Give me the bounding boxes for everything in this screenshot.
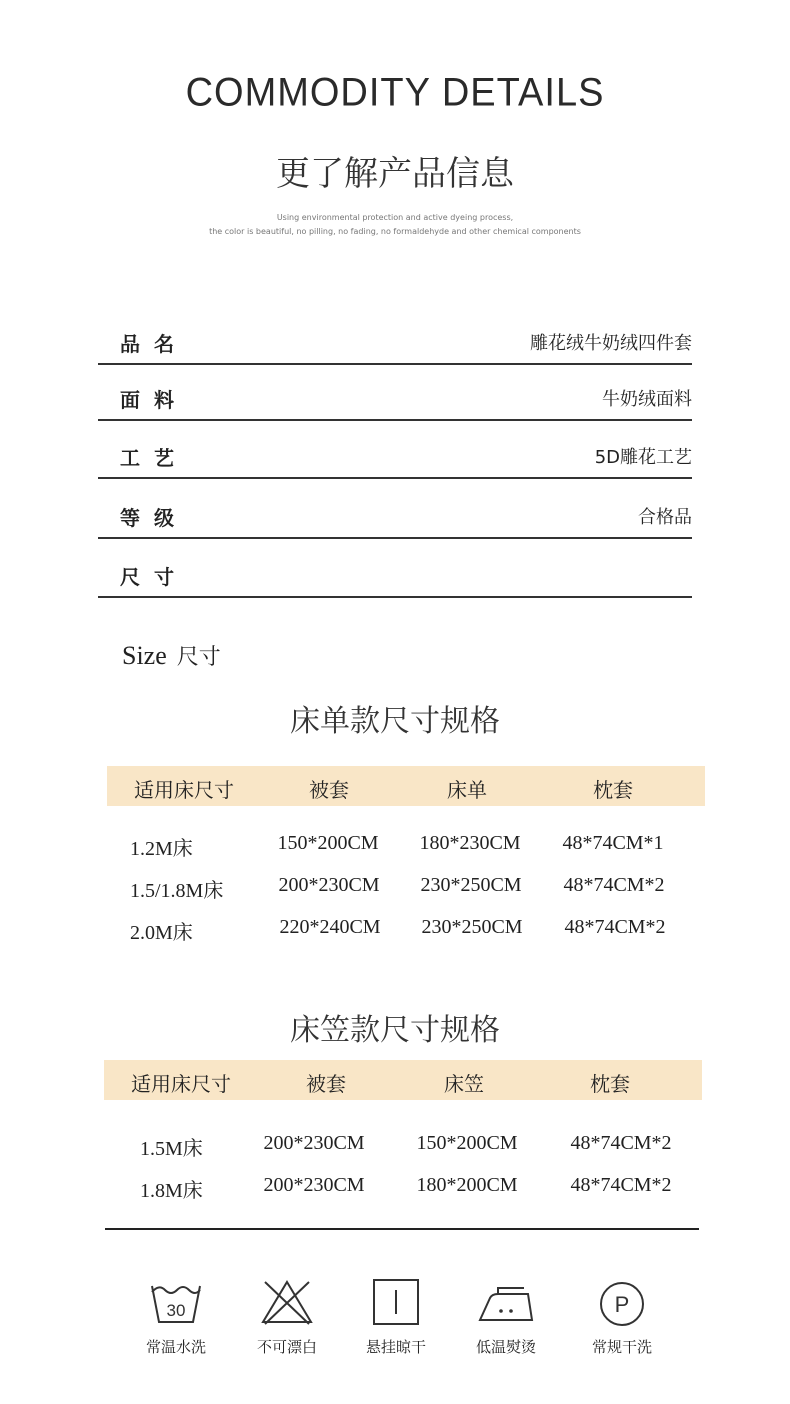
title-en: COMMODITY DETAILS — [185, 70, 605, 116]
table2-header-cell: 被套 — [306, 1072, 346, 1096]
care-item — [237, 1278, 337, 1357]
table1-header — [107, 766, 705, 806]
table1-header-cell: 枕套 — [593, 778, 633, 802]
spec-value: 牛奶绒面料 — [602, 389, 692, 410]
wash-temp: 30 — [166, 1301, 186, 1320]
table-cell: 48*74CM*2 — [563, 874, 665, 896]
size-label — [122, 640, 221, 671]
table2-header-cell: 适用床尺寸 — [131, 1072, 231, 1096]
spec-label: 工艺 — [120, 446, 188, 470]
hang-dry-icon — [368, 1278, 424, 1326]
size-label-cn: 尺寸 — [176, 645, 221, 670]
spec-label: 品名 — [120, 332, 188, 356]
spec-label: 等级 — [120, 506, 188, 530]
wash-30-icon — [148, 1278, 204, 1326]
table-row — [0, 1132, 790, 1158]
care-item — [126, 1278, 226, 1357]
table-row — [0, 832, 790, 858]
table-cell: 180*230CM — [419, 832, 521, 854]
spec-value: 合格品 — [638, 507, 692, 528]
divider — [105, 1228, 699, 1230]
table-cell: 220*240CM — [279, 916, 381, 938]
dry-clean-letter: P — [614, 1292, 630, 1317]
table2-title: 床笠款尺寸规格 — [290, 1013, 500, 1048]
subtitle-line-2: the color is beautiful, no pilling, no fading, no formaldehyde and other chemical components — [209, 227, 581, 236]
care-item — [572, 1278, 672, 1357]
table-cell: 150*200CM — [416, 1132, 518, 1154]
table-cell: 48*74CM*2 — [570, 1132, 672, 1154]
table-cell: 200*230CM — [263, 1132, 365, 1154]
table-cell: 1.2M床 — [130, 838, 193, 860]
care-label: 常规干洗 — [591, 1338, 652, 1356]
table-cell: 48*74CM*1 — [562, 832, 664, 854]
spec-row-size — [98, 556, 692, 598]
dry-clean-p-icon — [594, 1278, 650, 1326]
spec-row-craft — [98, 437, 692, 479]
spec-value: 5D雕花工艺 — [594, 447, 692, 468]
table1-header-cell: 被套 — [309, 778, 349, 802]
spec-label: 面料 — [120, 388, 188, 412]
low-iron-icon — [476, 1278, 536, 1326]
subtitle-line-1: Using environmental protection and active dyeing process, — [276, 213, 514, 222]
table-cell: 48*74CM*2 — [564, 916, 666, 938]
table-cell: 230*250CM — [420, 874, 522, 896]
table-cell: 200*230CM — [278, 874, 380, 896]
care-item — [346, 1278, 446, 1357]
table-cell: 48*74CM*2 — [570, 1174, 672, 1196]
table-cell: 150*200CM — [277, 832, 379, 854]
table-row — [0, 1174, 790, 1200]
spec-value: 雕花绒牛奶绒四件套 — [530, 333, 692, 354]
table-cell: 1.5/1.8M床 — [130, 880, 224, 902]
table1-header-cell: 适用床尺寸 — [134, 778, 234, 802]
title-cn: 更了解产品信息 — [276, 154, 514, 194]
care-label: 不可漂白 — [256, 1338, 317, 1356]
table-cell: 2.0M床 — [130, 922, 193, 944]
care-label: 常温水洗 — [145, 1338, 206, 1356]
care-label: 低温熨烫 — [475, 1338, 536, 1356]
spec-label: 尺寸 — [120, 565, 188, 589]
table-cell: 1.8M床 — [140, 1180, 203, 1202]
table2-header — [104, 1060, 702, 1100]
table-cell: 200*230CM — [263, 1174, 365, 1196]
table1-title: 床单款尺寸规格 — [290, 704, 500, 739]
table-row — [0, 874, 790, 900]
care-label: 悬挂晾干 — [365, 1338, 426, 1356]
table-cell: 180*200CM — [416, 1174, 518, 1196]
table-cell: 230*250CM — [421, 916, 523, 938]
spec-row-fabric — [98, 379, 692, 421]
care-item — [456, 1278, 556, 1357]
table2-header-cell: 床笠 — [444, 1072, 484, 1096]
spec-row-name — [98, 323, 692, 365]
table2-header-cell: 枕套 — [590, 1072, 630, 1096]
no-bleach-icon — [259, 1278, 315, 1326]
table1-header-cell: 床单 — [447, 778, 487, 802]
table-row — [0, 916, 790, 942]
table-cell: 1.5M床 — [140, 1138, 203, 1160]
spec-row-grade — [98, 497, 692, 539]
size-label-en: Size — [122, 641, 167, 670]
